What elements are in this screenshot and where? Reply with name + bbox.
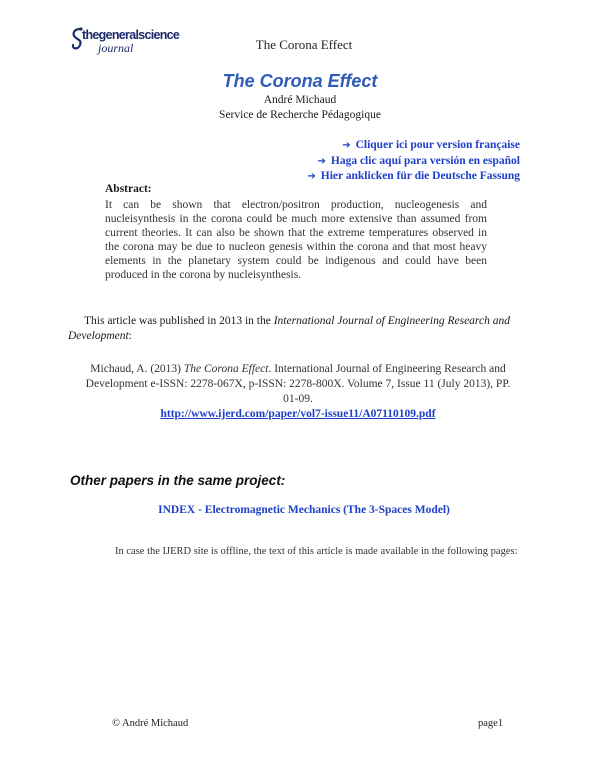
other-papers-heading: Other papers in the same project: bbox=[70, 473, 286, 488]
offline-note: In case the IJERD site is offline, the text of this article is made available in the following pages: bbox=[115, 546, 518, 557]
citation-title: The Corona Effect bbox=[183, 363, 269, 375]
abstract-body: It can be shown that electron/positron production, nucleogenesis and nucleisynthesis in the corona could be much more extensive than assumed from current theories. It can also be shown that the extreme temperatures observed in the corona may be due to nucleon genesis within the corona and that most heavy elements in the planetary system could be indigenous and could have been produced in the corona by nucleisynthesis. bbox=[105, 199, 487, 281]
language-links bbox=[307, 138, 520, 185]
link-spanish-version[interactable]: ➔ Haga clic aquí para versión en español bbox=[317, 154, 520, 167]
link-german-version[interactable]: ➔ Hier anklicken für die Deutsche Fassung bbox=[307, 170, 520, 182]
arrow-right-icon: ➔ bbox=[342, 140, 351, 151]
running-header: The Corona Effect bbox=[255, 37, 353, 52]
abstract-heading: Abstract: bbox=[105, 183, 152, 195]
article-pdf-link[interactable]: http://www.ijerd.com/paper/vol7-issue11/A07110109.pdf bbox=[160, 408, 436, 420]
page-title: The Corona Effect bbox=[222, 71, 378, 91]
journal-name: International Journal of Engineering Research and Development bbox=[68, 315, 510, 342]
citation: Michaud, A. (2013) The Corona Effect. International Journal of Engineering Research and Development e-ISSN: 2278-067X, p-ISSN: 2278-800X. Volume 7, Issue 11 (July 2013), PP. 01-09. http://www.ijerd.com/paper/vol7-issue11/A07110109.pdf bbox=[85, 363, 511, 420]
logo-subtext: journal bbox=[98, 41, 134, 55]
author-affiliation: Service de Recherche Pédagogique bbox=[219, 109, 381, 121]
publication-note: This article was published in 2013 in the International Journal of Engineering Research and Development: bbox=[68, 315, 510, 342]
index-link[interactable]: INDEX - Electromagnetic Mechanics (The 3-Spaces Model) bbox=[158, 504, 450, 516]
footer-copyright: © André Michaud bbox=[112, 718, 189, 729]
link-french-version[interactable]: ➔ Cliquer ici pour version française bbox=[342, 139, 520, 151]
arrow-right-icon: ➔ bbox=[307, 171, 316, 182]
arrow-right-icon: ➔ bbox=[317, 155, 326, 167]
footer-page-number: page1 bbox=[478, 718, 504, 729]
author-name: André Michaud bbox=[263, 94, 337, 106]
logo-text: thegeneralscience bbox=[82, 28, 180, 42]
